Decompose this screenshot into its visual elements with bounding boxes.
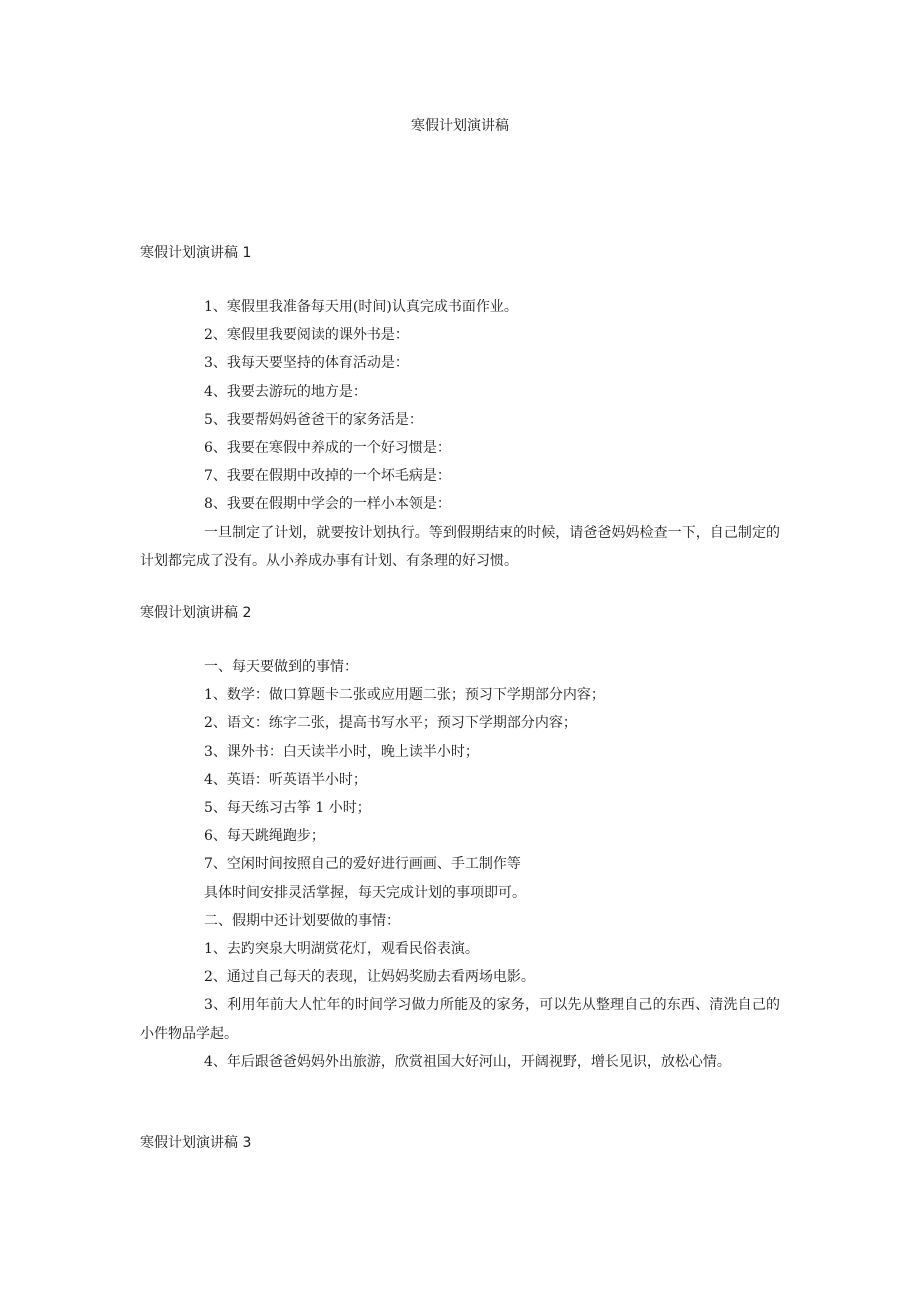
- list-item: 2、寒假里我要阅读的课外书是：: [204, 327, 409, 344]
- list-item: 2、通过自己每天的表现，让妈妈奖励去看两场电影。: [204, 969, 535, 986]
- section-2-body: [140, 653, 780, 1076]
- subsection-title: 一、每天要做到的事情：: [204, 659, 358, 675]
- section-heading-2: 寒假计划演讲稿 2: [140, 605, 252, 621]
- list-item: 3、我每天要坚持的体育活动是：: [204, 355, 409, 372]
- list-paragraph: 4、年后跟爸爸妈妈外出旅游，欣赏祖国大好河山，开阔视野，增长见识，放松心情。: [204, 1053, 731, 1070]
- section-heading-1: 寒假计划演讲稿 1: [140, 245, 252, 261]
- list-item: 8、我要在假期中学会的一样小本领是：: [204, 496, 451, 513]
- list-item: 6、我要在寒假中养成的一个好习惯是：: [204, 440, 451, 457]
- document-title: 寒假计划演讲稿: [411, 118, 509, 134]
- list-item: 1、数学：做口算题卡二张或应用题二张；预习下学期部分内容；: [204, 687, 605, 704]
- section-1-body: [140, 293, 780, 575]
- list-item: 5、每天练习古筝 1 小时；: [204, 800, 371, 817]
- list-item: 1、寒假里我准备每天用(时间)认真完成书面作业。: [204, 299, 518, 315]
- list-item: 6、每天跳绳跑步；: [204, 828, 325, 845]
- list-item: 4、英语：听英语半小时；: [204, 771, 367, 788]
- list-item: 7、空闲时间按照自己的爱好进行画画、手工制作等: [204, 856, 521, 873]
- list-paragraph: 3、利用年前大人忙年的时间学习做力所能及的家务，可以先从整理自己的东西、清洗自己的小件物品学起。: [140, 997, 780, 1042]
- list-item: 4、我要去游玩的地方是：: [204, 383, 367, 400]
- section-heading-3: 寒假计划演讲稿 3: [140, 1135, 252, 1151]
- closing-paragraph: 一旦制定了计划，就要按计划执行。等到假期结束的时候，请爸爸妈妈检查一下，自己制定的计划都完成了没有。从小养成办事有计划、有条理的好习惯。: [140, 524, 780, 569]
- subsection-title: 二、假期中还计划要做的事情：: [204, 912, 400, 929]
- note-line: 具体时间安排灵活掌握，每天完成计划的事项即可。: [204, 884, 526, 901]
- list-item: 1、去趵突泉大明湖赏花灯，观看民俗表演。: [204, 941, 479, 958]
- list-item: 7、我要在假期中改掉的一个坏毛病是：: [204, 468, 451, 485]
- list-item: 2、语文：练字二张，提高书写水平；预习下学期部分内容；: [204, 715, 577, 732]
- list-item: 5、我要帮妈妈爸爸干的家务活是：: [204, 411, 423, 428]
- list-item: 3、课外书：白天读半小时，晚上读半小时；: [204, 743, 479, 760]
